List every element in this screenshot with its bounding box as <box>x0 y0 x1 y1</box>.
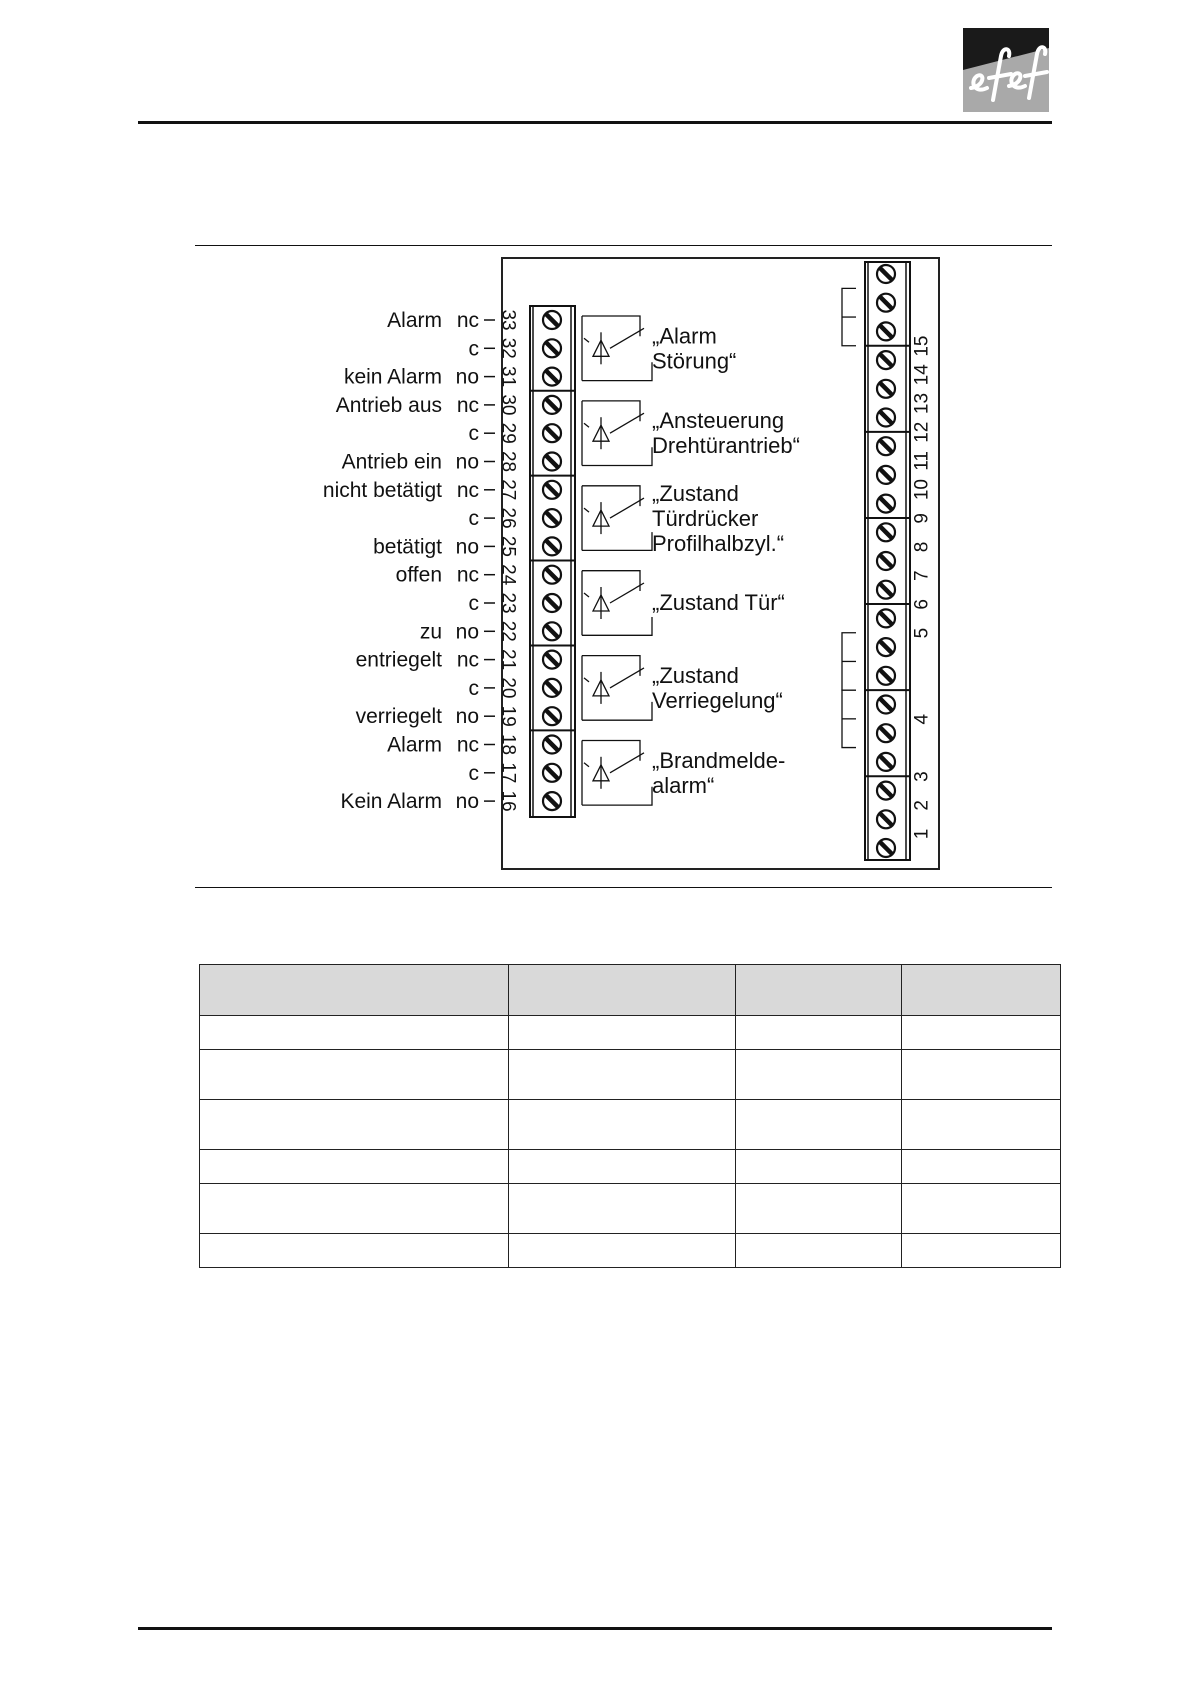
contact-type-label: nc <box>456 648 479 672</box>
contact-type-label: c <box>468 507 479 531</box>
terminal-number: 29 <box>497 422 519 444</box>
screw-terminal-icon <box>543 566 561 584</box>
terminal-number: 8 <box>911 541 933 553</box>
screw-terminal-icon <box>543 679 561 697</box>
table-cell <box>200 1234 509 1268</box>
contact-type-label: no <box>455 365 479 389</box>
table-cell <box>902 1016 1061 1050</box>
table-cell <box>509 1100 736 1150</box>
table-cell <box>736 1184 902 1234</box>
terminal-number: 16 <box>497 790 519 812</box>
table-cell <box>509 1050 736 1100</box>
relay-label: „Zustand <box>652 662 739 688</box>
terminal-number: 11 <box>911 451 933 471</box>
relay-arrow <box>584 678 589 682</box>
contact-type-label: c <box>468 337 479 361</box>
relay-lead <box>582 741 640 761</box>
screw-terminal-icon <box>543 764 561 782</box>
screw-terminal-icon <box>877 495 895 513</box>
terminal-number: 17 <box>497 762 519 784</box>
table-cell <box>509 1150 736 1184</box>
terminal-number: 9 <box>911 513 933 524</box>
table-cell <box>200 1100 509 1150</box>
table-header-cell <box>736 965 902 1016</box>
table-cell <box>736 1150 902 1184</box>
relay-lead <box>582 702 652 720</box>
contact-state-label: zu <box>419 620 442 644</box>
table-row <box>200 1234 1061 1268</box>
contact-type-label: no <box>455 620 479 644</box>
contact-type-label: nc <box>456 733 479 757</box>
table-cell <box>200 1050 509 1100</box>
terminal-number: 26 <box>497 507 519 529</box>
relay-label: alarm“ <box>652 772 715 798</box>
relay-lead <box>582 362 652 380</box>
screw-terminal-icon <box>543 311 561 329</box>
screw-terminal-icon <box>543 594 561 612</box>
screw-terminal-icon <box>543 537 561 555</box>
screw-terminal-icon <box>877 581 895 599</box>
table-row <box>200 1100 1061 1150</box>
table-cell <box>736 1234 902 1268</box>
relay-switch-arm <box>610 413 644 433</box>
terminal-number: 18 <box>497 733 519 756</box>
relay-label: Profilhalbzyl.“ <box>652 531 785 557</box>
terminal-number: 33 <box>497 309 519 331</box>
table-header-row <box>200 965 1061 1016</box>
relay-switch-arm <box>610 753 644 773</box>
screw-terminal-icon <box>877 839 895 857</box>
contact-type-label: no <box>455 535 479 559</box>
terminal-number: 19 <box>497 705 519 727</box>
terminal-number: 20 <box>497 677 519 699</box>
screw-terminal-icon <box>543 424 561 442</box>
relay-symbols <box>582 316 800 805</box>
terminal-number: 22 <box>497 620 519 642</box>
screw-terminal-icon <box>877 523 895 541</box>
table-header-cell <box>509 965 736 1016</box>
screw-terminal-icon <box>877 437 895 455</box>
contact-state-label: betätigt <box>373 535 442 559</box>
table-cell <box>200 1184 509 1234</box>
screw-terminal-icon <box>877 466 895 484</box>
contact-type-label: c <box>468 676 479 700</box>
relay-arrow <box>584 423 589 427</box>
right-terminal-block <box>842 262 933 860</box>
contact-state-label: kein Alarm <box>343 365 442 389</box>
screw-terminal-icon <box>543 368 561 386</box>
terminal-number: 4 <box>911 713 933 725</box>
contact-state-label: Kein Alarm <box>340 790 442 814</box>
relay-lead <box>582 617 652 635</box>
table-cell <box>200 1016 509 1050</box>
relay-lead <box>582 316 640 336</box>
screw-terminal-icon <box>543 651 561 669</box>
contact-state-label: Alarm <box>387 309 442 332</box>
table-cell <box>509 1016 736 1050</box>
relay-label: „Zustand <box>652 481 739 507</box>
contact-type-label: c <box>468 422 479 446</box>
screw-terminal-icon <box>543 622 561 640</box>
screw-terminal-icon <box>877 810 895 828</box>
terminal-number: 15 <box>911 335 933 357</box>
screw-terminal-icon <box>543 396 561 414</box>
relay-label: Drehtürantrieb“ <box>652 433 800 459</box>
terminal-number: 1 <box>911 828 933 840</box>
contact-state-label: Antrieb ein <box>341 450 442 474</box>
contact-state-label: Antrieb aus <box>335 393 442 417</box>
terminal-number: 31 <box>497 366 519 388</box>
screw-terminal-icon <box>877 409 895 427</box>
contact-state-label: nicht betätigt <box>322 478 442 502</box>
relay-arrow <box>584 763 589 767</box>
terminal-number: 25 <box>497 535 519 557</box>
contact-type-label: nc <box>456 478 479 502</box>
contact-state-label: offen <box>395 563 442 587</box>
screw-terminal-icon <box>877 265 895 283</box>
left-terminal-block <box>323 306 575 817</box>
contact-state-label: entriegelt <box>355 648 442 672</box>
table-cell <box>200 1150 509 1184</box>
screw-terminal-icon <box>877 782 895 800</box>
empty-table <box>199 964 1061 1268</box>
table-row <box>200 1050 1061 1100</box>
relay-lead <box>582 401 640 421</box>
relay-label: „Alarm <box>652 323 717 349</box>
screw-terminal-icon <box>877 351 895 369</box>
screw-terminal-icon <box>543 736 561 754</box>
terminal-number: 27 <box>497 479 519 501</box>
relay-label: „Zustand Tür“ <box>652 590 785 615</box>
table-row <box>200 1150 1061 1184</box>
terminal-number: 3 <box>911 771 933 782</box>
terminal-number: 5 <box>911 627 933 639</box>
screw-terminal-icon <box>877 294 895 312</box>
contact-type-label: no <box>455 790 479 814</box>
contact-type-label: c <box>468 761 479 785</box>
terminal-number: 30 <box>497 394 519 416</box>
table-header-cell <box>200 965 509 1016</box>
relay-label: Türdrücker <box>652 506 759 532</box>
terminal-number: 32 <box>497 337 519 359</box>
screw-terminal-icon <box>877 552 895 570</box>
relay-switch-arm <box>610 668 644 688</box>
table-row <box>200 1184 1061 1234</box>
terminal-number: 24 <box>497 564 519 586</box>
terminal-number: 6 <box>911 599 933 610</box>
terminal-number: 12 <box>911 421 933 443</box>
contact-state-label: verriegelt <box>355 705 442 729</box>
table-cell <box>902 1234 1061 1268</box>
contact-type-label: nc <box>456 393 479 417</box>
table-cell <box>509 1184 736 1234</box>
terminal-number: 7 <box>911 570 933 581</box>
contact-type-label: no <box>455 705 479 729</box>
screw-terminal-icon <box>877 380 895 398</box>
screw-terminal-icon <box>877 609 895 627</box>
contact-state-label: Alarm <box>387 733 442 757</box>
table-header-cell <box>902 965 1061 1016</box>
contact-type-label: nc <box>456 563 479 587</box>
relay-switch-arm <box>610 328 644 348</box>
screw-terminal-icon <box>543 509 561 527</box>
relay-label: „Brandmelde- <box>652 747 786 773</box>
terminal-number: 28 <box>497 450 519 473</box>
relay-lead <box>582 532 652 550</box>
terminal-number: 21 <box>497 649 519 671</box>
terminal-number: 23 <box>497 592 519 614</box>
relay-switch-arm <box>610 498 644 518</box>
screw-terminal-icon <box>877 667 895 685</box>
screw-terminal-icon <box>543 453 561 471</box>
relay-lead <box>582 447 652 465</box>
terminal-number: 10 <box>911 479 933 501</box>
terminal-number: 13 <box>911 392 933 415</box>
relay-label: Störung“ <box>652 348 737 374</box>
contact-type-label: nc <box>456 309 479 332</box>
table-cell <box>902 1100 1061 1150</box>
relay-lead <box>582 787 652 805</box>
screw-terminal-icon <box>543 792 561 810</box>
relay-arrow <box>584 338 589 342</box>
table-cell <box>509 1234 736 1268</box>
terminal-number: 14 <box>911 364 933 386</box>
table-cell <box>902 1150 1061 1184</box>
table-cell <box>902 1050 1061 1100</box>
relay-lead <box>582 486 640 506</box>
table-row <box>200 1016 1061 1050</box>
relay-label: Verriegelung“ <box>652 687 783 713</box>
relay-label: „Ansteuerung <box>652 408 785 434</box>
screw-terminal-icon <box>543 339 561 357</box>
screw-terminal-icon <box>877 724 895 742</box>
table-cell <box>902 1184 1061 1234</box>
terminal-number: 2 <box>911 800 933 811</box>
table-cell <box>736 1016 902 1050</box>
relay-arrow <box>584 508 589 512</box>
screw-terminal-icon <box>877 696 895 714</box>
screw-terminal-icon <box>877 638 895 656</box>
screw-terminal-icon <box>877 322 895 340</box>
screw-terminal-icon <box>543 481 561 499</box>
contact-type-label: c <box>468 592 479 615</box>
screw-terminal-icon <box>877 753 895 771</box>
relay-switch-arm <box>610 583 644 603</box>
relay-lead <box>582 571 640 591</box>
table-cell <box>736 1050 902 1100</box>
relay-arrow <box>584 593 589 597</box>
relay-lead <box>582 656 640 676</box>
table-cell <box>736 1100 902 1150</box>
contact-type-label: no <box>455 450 479 474</box>
screw-terminal-icon <box>543 707 561 725</box>
